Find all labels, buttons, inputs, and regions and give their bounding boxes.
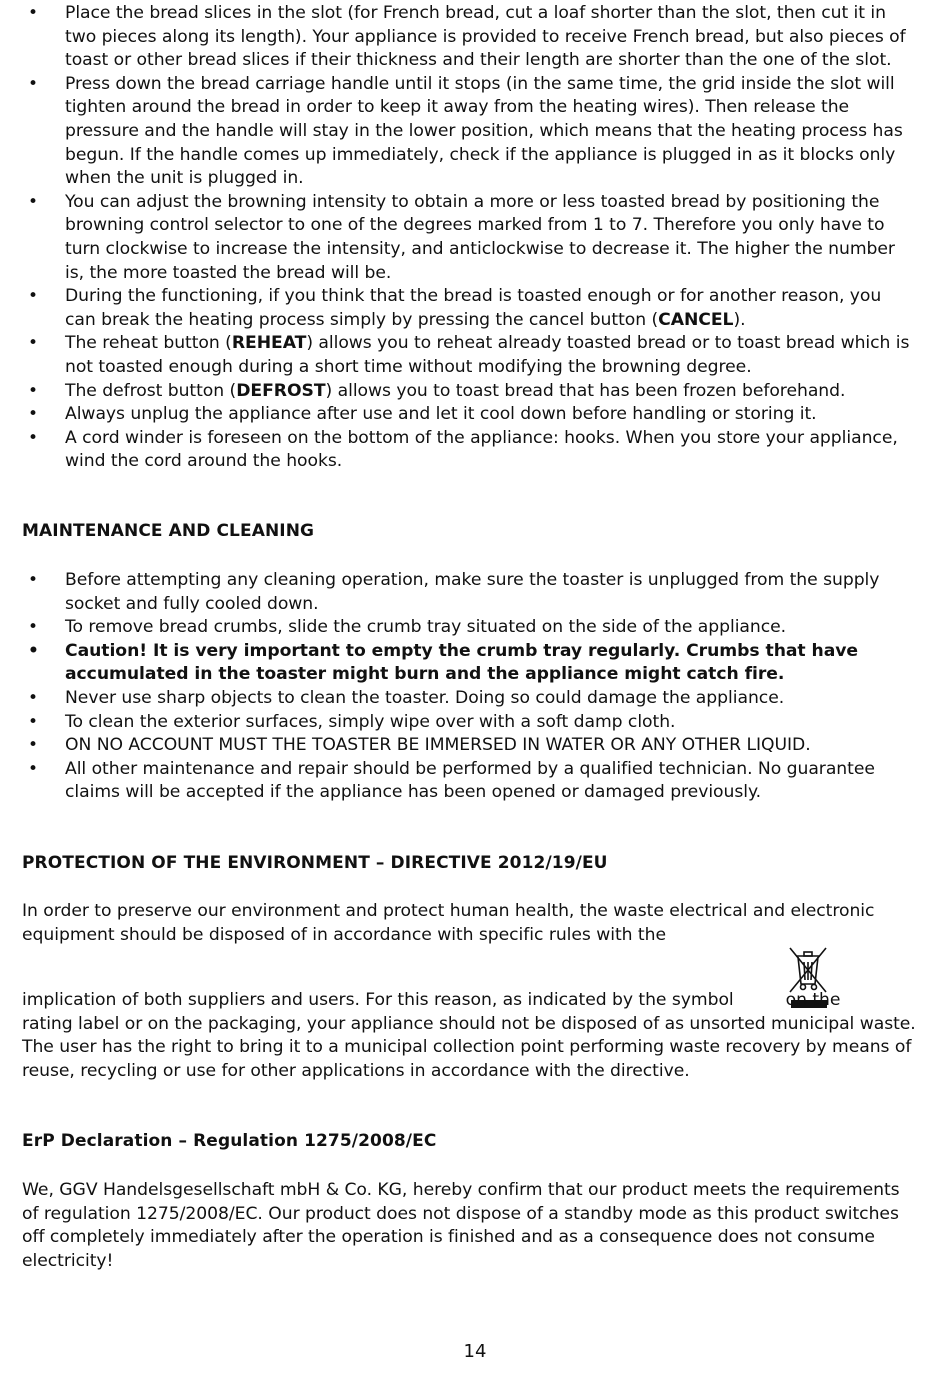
environment-lead-text: implication of both suppliers and users. For this reason, as indicated by the symbol [22,990,734,1010]
list-item [22,380,917,404]
list-item: • Before attempting any cleaning operation, make sure the toaster is unplugged from the supply socket and fully cooled down. [22,569,917,616]
environment-paragraph-2 [22,989,917,1083]
list-item: • To clean the exterior surfaces, simply wipe over with a soft damp cloth. [22,711,917,735]
usage-list [22,2,917,474]
erp-heading: ErP Declaration – Regulation 1275/2008/EC [22,1131,437,1151]
cancel-label: CANCEL [658,309,734,330]
list-item: • Never use sharp objects to clean the toaster. Doing so could damage the appliance. [22,687,917,711]
reheat-text-before: The reheat button ( [65,333,232,354]
reheat-text-after: ) allows you to reheat already toasted bread or to toast bread which is not toasted enough during a short time without modifying the browning degree. [65,333,910,377]
erp-paragraph: We, GGV Handelsgesellschaft mbH & Co. KG, hereby confirm that our product meets the requirements of regulation 1275/2008/EC. Our product does not dispose of a standby mode as this product switches off completely immediately after the operation is finished and as a consequence does not consume electricity! [22,1180,900,1271]
list-item: • Always unplug the appliance after use and let it cool down before handling or storing it. [22,403,917,427]
list-item: • To remove bread crumbs, slide the crumb tray situated on the side of the appliance. [22,616,917,640]
caution-item: • Caution! It is very important to empty the crumb tray regularly. Crumbs that have accumulated in the toaster might burn and the appliance might catch fire. [22,640,917,687]
page-number: 14 [463,1341,487,1362]
list-item [22,285,917,332]
environment-paragraph-1: In order to preserve our environment and protect human health, the waste electrical and electronic equipment should be disposed of in accordance with specific rules with the [22,901,875,945]
list-item: • You can adjust the browning intensity to obtain a more or less toasted bread by positioning the browning control selector to one of the degrees marked from 1 to 7. Therefore you only have to turn clockwise to increase the intensity, and anticlockwise to decrease it. The higher the number is, the more toasted the bread will be. [22,191,917,285]
environment-rest-text: rating label or on the packaging, your appliance should not be disposed of as unsorted municipal waste. The user has the right to bring it to a municipal collection point performing waste recovery by means of reuse, recycling or use for other applications in accordance with the directive. [22,1013,916,1081]
defrost-label: DEFROST [236,380,326,401]
cancel-text-before: During the functioning, if you think that the bread is toasted enough or for another reason, you can break the heating process simply by pressing the cancel button ( [65,286,882,330]
list-item: • A cord winder is foreseen on the bottom of the appliance: hooks. When you store your appliance, wind the cord around the hooks. [22,427,917,474]
list-item: • All other maintenance and repair should be performed by a qualified technician. No guarantee claims will be accepted if the appliance has been opened or damaged previously. [22,758,917,805]
list-item: • ON NO ACCOUNT MUST THE TOASTER BE IMMERSED IN WATER OR ANY OTHER LIQUID. [22,734,917,758]
defrost-text-before: The defrost button ( [65,380,237,401]
reheat-label: REHEAT [231,333,307,354]
list-item: • Place the bread slices in the slot (for French bread, cut a loaf shorter than the slot, then cut it in two pieces along its length). Your appliance is provided to receive French bread, but also pieces of toast or other bread slices if their thickness and their length are shorter than the one of the slot. [22,2,917,73]
maintenance-list [22,569,917,805]
maintenance-heading: MAINTENANCE AND CLEANING [22,521,315,541]
environment-tail-text: on the [785,990,841,1010]
list-item: • Press down the bread carriage handle until it stops (in the same time, the grid inside the slot will tighten around the bread in order to keep it away from the heating wires). Then release the pressure and the handle will stay in the lower position, which means that the heating process has begun. If the handle comes up immediately, check if the appliance is plugged in as it blocks only when the unit is plugged in. [22,73,917,191]
defrost-text-after: ) allows you to toast bread that has been frozen beforehand. [325,380,846,401]
environment-heading: PROTECTION OF THE ENVIRONMENT – DIRECTIVE 2012/19/EU [22,853,608,873]
cancel-text-after: ). [733,309,746,330]
list-item [22,332,917,379]
